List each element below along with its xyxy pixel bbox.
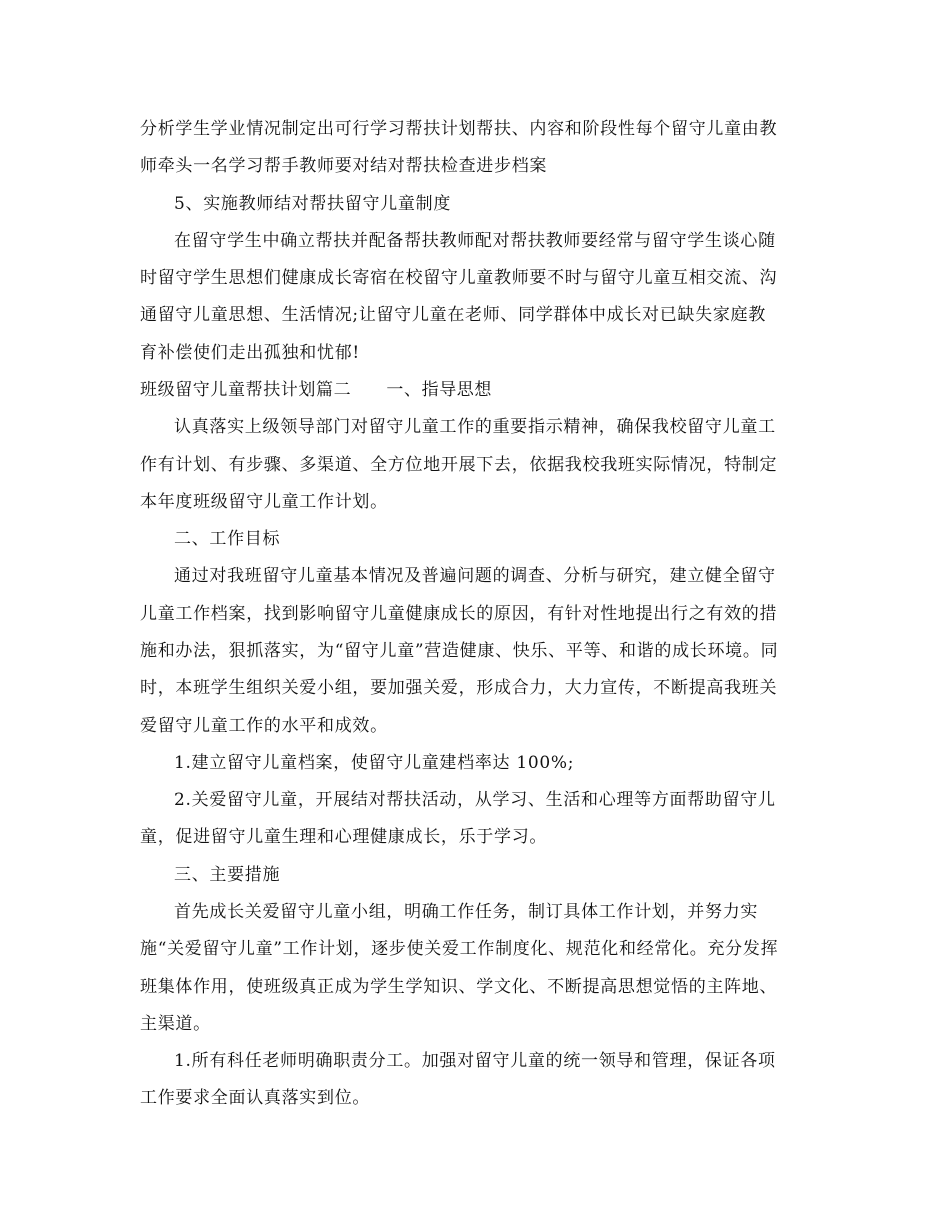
paragraph-first-line: 首先成长关爱留守儿童小组，明确工作任务，制订具体工作计划，并努力实 (174, 902, 759, 922)
section-heading-goals: 二、工作目标 (174, 529, 281, 549)
text-line: 童，促进留守儿童生理和心理健康成长，乐于学习。 (140, 827, 548, 847)
paragraph-first-line: 认真落实上级领导部门对留守儿童工作的重要指示精神，确保我校留守儿童工 (174, 417, 776, 437)
section-heading-measures: 三、主要措施 (174, 865, 281, 885)
text-line: 育补偿使们走出孤独和忧郁! (140, 343, 360, 363)
text-line: 施“关爱留守儿童”工作计划，逐步使关爱工作制度化、规范化和经常化。充分发挥 (140, 939, 779, 959)
text-line: 工作要求全面认真落实到位。 (140, 1088, 371, 1108)
paragraph-first-line: 通过对我班留守儿童基本情况及普遍问题的调查、分析与研究，建立健全留守 (174, 566, 776, 586)
text-line: 通留守儿童思想、生活情况;让留守儿童在老师、同学群体中成长对已缺失家庭教 (140, 305, 766, 325)
measure-item-1: 1.所有科任老师明确职责分工。加强对留守儿童的统一领导和管理，保证各项 (174, 1051, 776, 1071)
text-line: 主渠道。 (140, 1014, 211, 1034)
paragraph-first-line: 在留守学生中确立帮扶并配备帮扶教师配对帮扶教师要经常与留守学生谈心随 (174, 231, 776, 251)
goal-item-2: 2.关爱留守儿童，开展结对帮扶活动，从学习、生活和心理等方面帮助留守儿 (174, 790, 776, 810)
text-line: 儿童工作档案，找到影响留守儿童健康成长的原因，有针对性地提出行之有效的措 (140, 604, 778, 624)
text-line: 时，本班学生组织关爱小组，要加强关爱，形成合力，大力宣传，不断提高我班关 (140, 678, 778, 698)
section-item-heading: 5、实施教师结对帮扶留守儿童制度 (174, 194, 452, 214)
text-line: 时留守学生思想们健康成长寄宿在校留守儿童教师要不时与留守儿童互相交流、沟 (140, 268, 778, 288)
text-line: 施和办法，狠抓落实，为“留守儿童”营造健康、快乐、平等、和谐的成长环境。同 (140, 641, 779, 661)
text-line: 分析学生学业情况制定出可行学习帮扶计划帮扶、内容和阶段性每个留守儿童由教 (140, 119, 778, 139)
goal-item-1: 1.建立留守儿童档案，使留守儿童建档率达 100%; (174, 753, 575, 773)
plan-title-heading: 班级留守儿童帮扶计划篇二 一、指导思想 (140, 380, 492, 400)
text-line: 本年度班级留守儿童工作计划。 (140, 492, 388, 512)
text-line: 班集体作用，使班级真正成为学生学知识、学文化、不断提高思想觉悟的主阵地、 (140, 977, 778, 997)
text-line: 爱留守儿童工作的水平和成效。 (140, 716, 388, 736)
text-line: 师牵头一名学习帮手教师要对结对帮扶检查进步档案 (140, 156, 548, 176)
text-line: 作有计划、有步骤、多渠道、全方位地开展下去，依据我校我班实际情况，特制定 (140, 455, 778, 475)
